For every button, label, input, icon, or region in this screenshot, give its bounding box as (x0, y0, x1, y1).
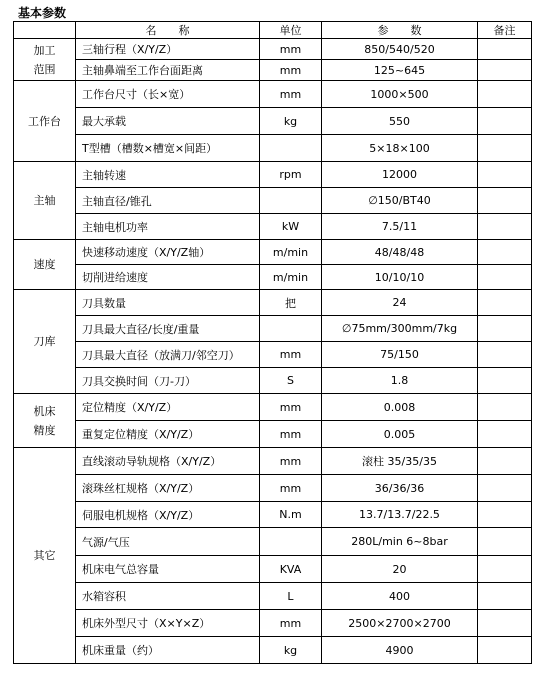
table-row (14, 637, 532, 664)
table-row (14, 421, 532, 448)
spec-value: 2500×2700×2700 (322, 610, 478, 637)
spec-note (478, 265, 532, 290)
table-row (14, 583, 532, 610)
spec-note (478, 240, 532, 265)
spec-name: 主轴电机功率 (76, 214, 260, 240)
spec-unit: mm (260, 421, 322, 448)
table-row (14, 556, 532, 583)
spec-note (478, 528, 532, 556)
spec-note (478, 316, 532, 342)
spec-name: 机床重量（约） (76, 637, 260, 664)
spec-value: 36/36/36 (322, 475, 478, 502)
table-row (14, 528, 532, 556)
spec-name: 水箱容积 (76, 583, 260, 610)
group-label: 其它 (14, 448, 76, 664)
table-row (14, 39, 532, 60)
group-label: 刀库 (14, 290, 76, 394)
spec-unit: mm (260, 448, 322, 475)
spec-unit: mm (260, 60, 322, 81)
spec-note (478, 342, 532, 368)
spec-name: 直线滚动导轨规格（X/Y/Z） (76, 448, 260, 475)
spec-value: 1.8 (322, 368, 478, 394)
spec-unit: kW (260, 214, 322, 240)
spec-unit (260, 135, 322, 162)
spec-note (478, 421, 532, 448)
spec-note (478, 637, 532, 664)
spec-note (478, 39, 532, 60)
spec-value: 0.005 (322, 421, 478, 448)
spec-value: 550 (322, 108, 478, 135)
spec-note (478, 214, 532, 240)
spec-note (478, 502, 532, 528)
group-label: 加工 范围 (14, 39, 76, 81)
spec-name: 刀具最大直径/长度/重量 (76, 316, 260, 342)
spec-name: 快速移动速度（X/Y/Z轴） (76, 240, 260, 265)
table-row (14, 342, 532, 368)
table-row (14, 108, 532, 135)
table-row (14, 610, 532, 637)
group-label: 工作台 (14, 81, 76, 162)
spec-unit: m/min (260, 240, 322, 265)
spec-unit (260, 316, 322, 342)
table-row (14, 188, 532, 214)
table-row (14, 60, 532, 81)
spec-unit: N.m (260, 502, 322, 528)
spec-name: T型槽（槽数×槽宽×间距） (76, 135, 260, 162)
spec-unit: mm (260, 81, 322, 108)
spec-name: 定位精度（X/Y/Z） (76, 394, 260, 421)
spec-note (478, 448, 532, 475)
spec-note (478, 610, 532, 637)
spec-unit: kg (260, 108, 322, 135)
spec-note (478, 60, 532, 81)
spec-value: 12000 (322, 162, 478, 188)
spec-note (478, 135, 532, 162)
header-group (14, 22, 76, 39)
spec-name: 刀具最大直径（放满刀/邻空刀） (76, 342, 260, 368)
spec-unit: mm (260, 39, 322, 60)
spec-value: 5×18×100 (322, 135, 478, 162)
spec-note (478, 394, 532, 421)
spec-name: 机床外型尺寸（X×Y×Z） (76, 610, 260, 637)
spec-note (478, 583, 532, 610)
spec-note (478, 108, 532, 135)
spec-value: 0.008 (322, 394, 478, 421)
spec-name: 刀具交换时间（刀-刀） (76, 368, 260, 394)
spec-value: 13.7/13.7/22.5 (322, 502, 478, 528)
spec-note (478, 368, 532, 394)
spec-table (13, 21, 532, 664)
group-label: 主轴 (14, 162, 76, 240)
document-title: 基本参数 (18, 6, 67, 20)
spec-note (478, 475, 532, 502)
table-row (14, 214, 532, 240)
spec-unit: 把 (260, 290, 322, 316)
spec-unit: rpm (260, 162, 322, 188)
spec-value: 10/10/10 (322, 265, 478, 290)
group-label: 速度 (14, 240, 76, 290)
spec-name: 最大承载 (76, 108, 260, 135)
spec-value: 1000×500 (322, 81, 478, 108)
spec-unit: L (260, 583, 322, 610)
table-row (14, 475, 532, 502)
spec-table-body (14, 39, 532, 664)
spec-note (478, 162, 532, 188)
spec-value: 4900 (322, 637, 478, 664)
spec-unit: mm (260, 394, 322, 421)
spec-value: 48/48/48 (322, 240, 478, 265)
spec-name: 主轴直径/锥孔 (76, 188, 260, 214)
table-row (14, 290, 532, 316)
spec-value: 24 (322, 290, 478, 316)
table-row (14, 368, 532, 394)
spec-value: 400 (322, 583, 478, 610)
table-row (14, 265, 532, 290)
spec-unit: KVA (260, 556, 322, 583)
table-row (14, 162, 532, 188)
spec-name: 重复定位精度（X/Y/Z） (76, 421, 260, 448)
spec-note (478, 556, 532, 583)
spec-name: 伺服电机规格（X/Y/Z） (76, 502, 260, 528)
group-label: 机床 精度 (14, 394, 76, 448)
spec-unit: mm (260, 475, 322, 502)
spec-name: 机床电气总容量 (76, 556, 260, 583)
spec-value: 280L/min 6~8bar (322, 528, 478, 556)
spec-unit (260, 188, 322, 214)
table-row (14, 81, 532, 108)
spec-unit: kg (260, 637, 322, 664)
spec-name: 三轴行程（X/Y/Z） (76, 39, 260, 60)
header-name: 名 称 (76, 22, 260, 39)
spec-unit: m/min (260, 265, 322, 290)
table-row (14, 502, 532, 528)
table-row (14, 448, 532, 475)
spec-unit: mm (260, 342, 322, 368)
table-header-row (14, 22, 532, 39)
spec-value: 125~645 (322, 60, 478, 81)
spec-value: ∅75mm/300mm/7kg (322, 316, 478, 342)
spec-note (478, 290, 532, 316)
spec-unit (260, 528, 322, 556)
table-row (14, 135, 532, 162)
spec-name: 工作台尺寸（长×宽） (76, 81, 260, 108)
spec-value: 滚柱 35/35/35 (322, 448, 478, 475)
spec-name: 主轴转速 (76, 162, 260, 188)
header-unit: 单位 (260, 22, 322, 39)
spec-name: 滚珠丝杠规格（X/Y/Z） (76, 475, 260, 502)
table-row (14, 394, 532, 421)
spec-name: 刀具数量 (76, 290, 260, 316)
spec-unit: S (260, 368, 322, 394)
table-row (14, 240, 532, 265)
spec-name: 切削进给速度 (76, 265, 260, 290)
spec-name: 气源/气压 (76, 528, 260, 556)
spec-note (478, 81, 532, 108)
spec-value: ∅150/BT40 (322, 188, 478, 214)
table-row (14, 316, 532, 342)
header-note: 备注 (478, 22, 532, 39)
spec-name: 主轴鼻端至工作台面距离 (76, 60, 260, 81)
spec-note (478, 188, 532, 214)
spec-value: 850/540/520 (322, 39, 478, 60)
header-value: 参 数 (322, 22, 478, 39)
spec-value: 75/150 (322, 342, 478, 368)
spec-value: 7.5/11 (322, 214, 478, 240)
spec-value: 20 (322, 556, 478, 583)
spec-unit: mm (260, 610, 322, 637)
